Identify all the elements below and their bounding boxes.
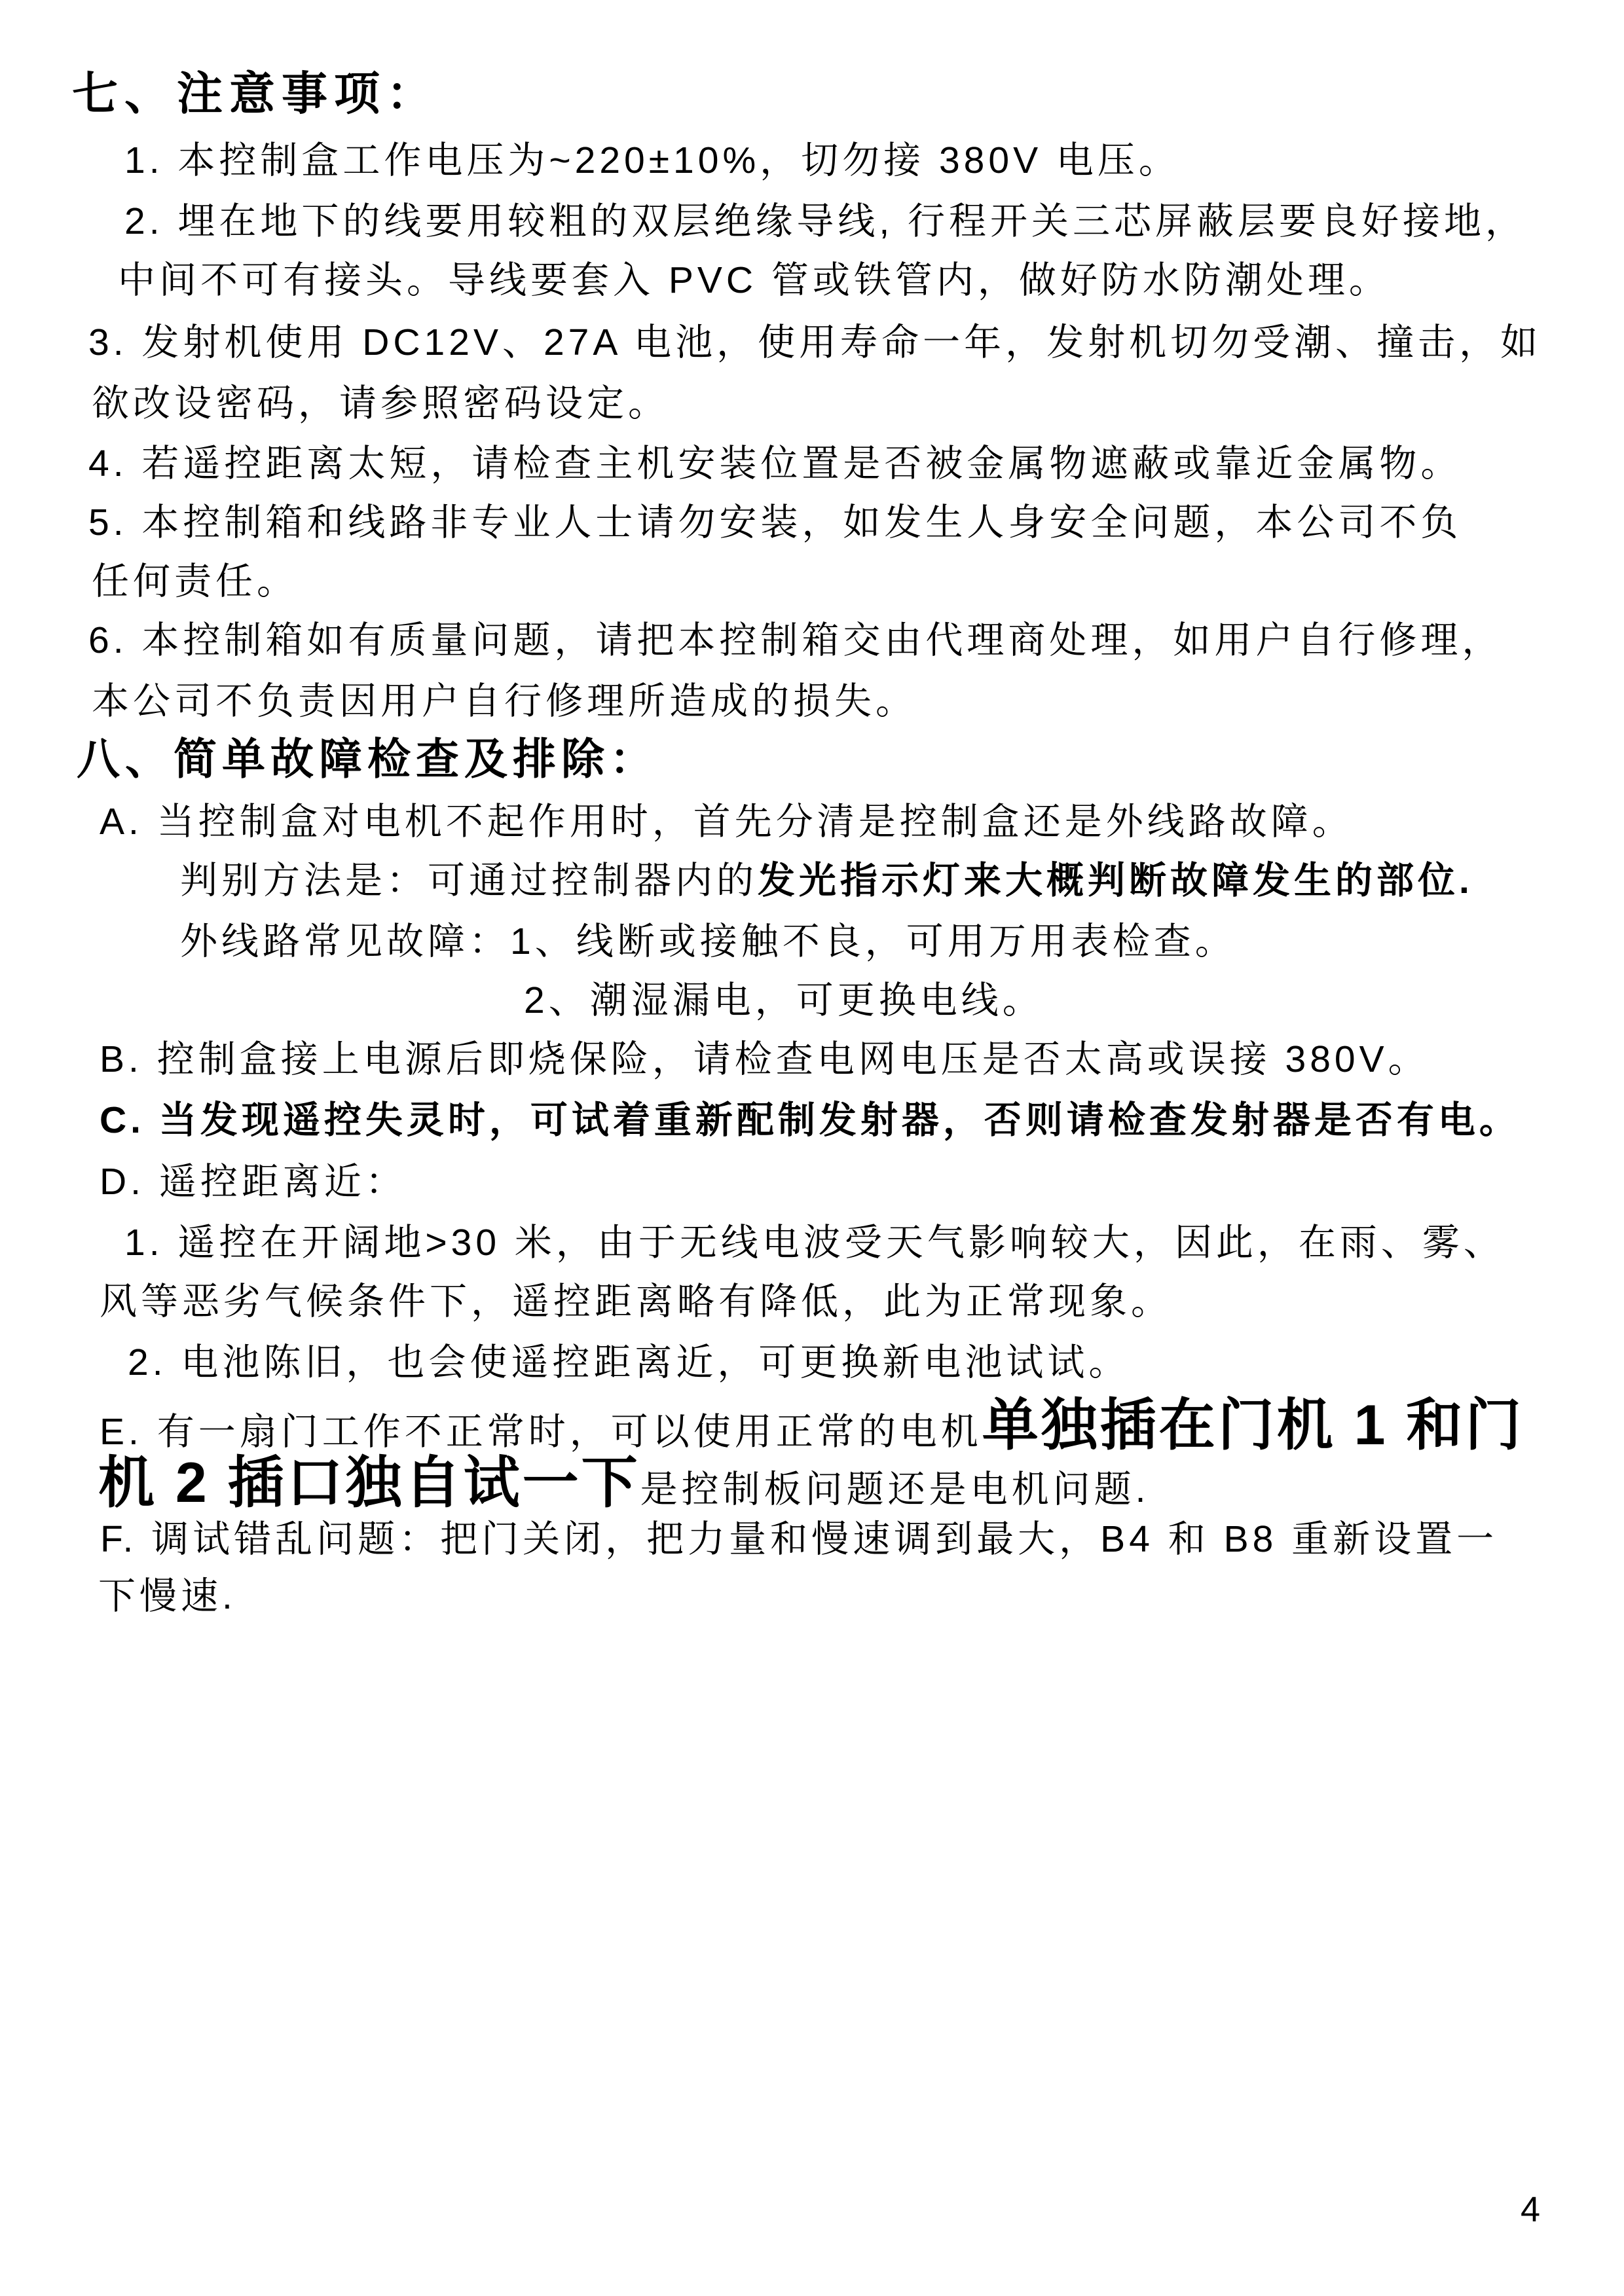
item-e-emphasis-text-2: 机 2 插口独自试一下: [98, 1451, 640, 1514]
section-8-item-d-sub-1-continuation: 风等恶劣气候条件下，遥控距离略有降低，此为正常现象。: [100, 1281, 1172, 1322]
section-8-item-f-continuation: 下慢速.: [98, 1575, 236, 1617]
section-8-item-a-line: A. 当控制盒对电机不起作用时，首先分清是控制盒还是外线路故障。: [100, 801, 1354, 843]
method-bold-text: 发光指示灯来大概判断故障发生的部位.: [758, 860, 1473, 902]
section-7-item-6-line: 6. 本控制箱如有质量问题，请把本控制箱交由代理商处理，如用户自行修理，: [88, 619, 1504, 661]
section-8-item-d-sub-2-line: 2. 电池陈旧，也会使遥控距离近，可更换新电池试试。: [128, 1341, 1130, 1383]
section-8-item-c-line: C. 当发现遥控失灵时，可试着重新配制发射器，否则请检查发射器是否有电。: [100, 1099, 1521, 1141]
section-8-item-f-line: F. 调试错乱问题：把门关闭，把力量和慢速调到最大，B4 和 B8 重新设置一: [100, 1518, 1498, 1560]
section-8-heading: 八、简单故障检查及排除：: [77, 735, 658, 783]
section-7-item-2-line: 2. 埋在地下的线要用较粗的双层绝缘导线, 行程开关三芯屏蔽层要良好接地，: [124, 200, 1527, 242]
page-number: 4: [1521, 2190, 1541, 2229]
section-7-heading: 七、注意事项：: [72, 68, 439, 119]
section-7-item-4-line: 4. 若遥控距离太短，请检查主机安装位置是否被金属物遮蔽或靠近金属物。: [88, 443, 1462, 484]
item-e-emphasis-text: 单独插在门机 1 和门: [982, 1394, 1524, 1457]
section-7-item-2-continuation: 中间不可有接头。导线要套入 PVC 管或铁管内，做好防水防潮处理。: [118, 259, 1390, 301]
section-7-item-5-line: 5. 本控制箱和线路非专业人士请勿安装，如发生人身安全问题，本公司不负: [88, 501, 1462, 543]
section-7-item-6-continuation: 本公司不负责因用户自行修理所造成的损失。: [92, 680, 917, 722]
item-e-normal-text-2: 是控制板问题还是电机问题.: [640, 1468, 1150, 1510]
section-8-item-a-fault-1-line: 外线路常见故障：1、线断或接触不良，可用万用表检查。: [180, 920, 1236, 962]
method-normal-text: 判别方法是：可通过控制器内的: [180, 860, 758, 902]
section-7-item-3-continuation: 欲改设密码，请参照密码设定。: [92, 382, 669, 424]
section-8-item-a-fault-2-line: 2、潮湿漏电，可更换电线。: [524, 979, 1044, 1021]
item-e-normal-text: E. 有一扇门工作不正常时，可以使用正常的电机: [100, 1411, 982, 1453]
section-7-item-5-continuation: 任何责任。: [92, 560, 298, 602]
section-8-item-b-line: B. 控制盒接上电源后即烧保险，请检查电网电压是否太高或误接 380V。: [100, 1038, 1430, 1080]
section-7-item-3-line: 3. 发射机使用 DC12V、27A 电池，使用寿命一年，发射机切勿受潮、撞击，如: [88, 321, 1542, 363]
section-7-item-1-line: 1. 本控制盒工作电压为~220±10%，切勿接 380V 电压。: [124, 139, 1180, 181]
section-8-item-a-method-line: [180, 858, 1473, 904]
section-8-item-d-sub-1-line: 1. 遥控在开阔地>30 米，由于无线电波受天气影响较大，因此，在雨、雾、: [124, 1222, 1505, 1264]
section-8-item-e-continuation: [98, 1448, 1149, 1519]
section-8-item-d-line: D. 遥控距离近：: [100, 1161, 407, 1203]
